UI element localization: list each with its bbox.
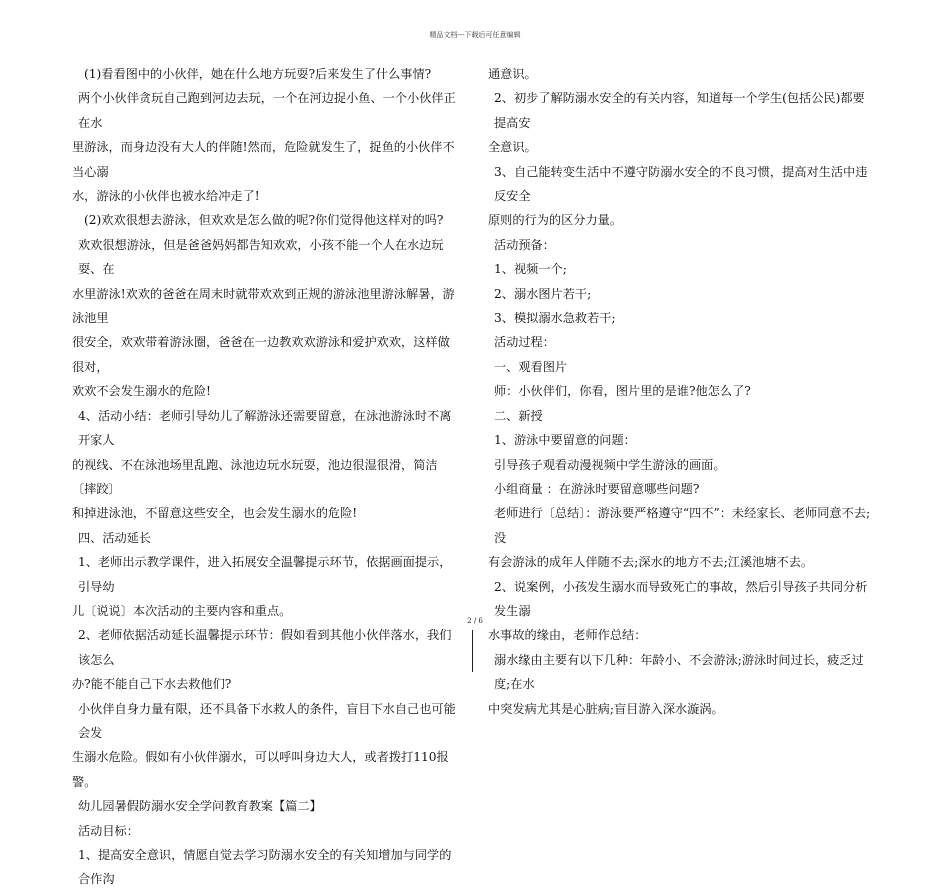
text-line: 欢欢不会发生溺水的危险! xyxy=(72,384,211,399)
page-divider xyxy=(472,630,473,672)
text-line: 4、活动小结：老师引导幼儿了解游泳还需要留意，在泳池游泳时不离开家人 xyxy=(78,408,452,448)
text-line: 一、观看图片 xyxy=(494,359,568,374)
text-line: 活动预备： xyxy=(494,237,555,252)
text-line: 引导孩子观看动漫视频中学生游泳的画面。 xyxy=(494,457,726,472)
text-line: 3、模拟溺水急救若干; xyxy=(494,311,616,326)
left-text-column xyxy=(72,62,457,892)
page-header: 精品文档---下载后可任意编辑 xyxy=(429,31,521,39)
text-line: 活动过程： xyxy=(494,335,555,350)
text-line: 1、游泳中要留意的问题： xyxy=(494,433,636,448)
text-line: 2、老师依据活动延长温馨提示环节：假如看到其他小伙伴落水，我们该怎么 xyxy=(78,628,452,667)
page-number: 2 / 6 xyxy=(467,617,483,625)
text-line: 2、溺水图片若干; xyxy=(494,286,592,301)
text-line: 2、说案例，小孩发生溺水而导致死亡的事故，然后引导孩子共同分析发生溺 xyxy=(494,579,868,618)
text-line: 中突发病尤其是心脏病;盲目游入深水漩涡。 xyxy=(488,701,724,716)
text-line: 儿〔说说〕本次活动的主要内容和重点。 xyxy=(72,603,292,618)
text-line: 小伙伴自身力量有限，还不具备下水救人的条件，盲目下水自己也可能会发 xyxy=(78,701,456,740)
text-line: 里游泳，而身边没有大人的伴随!然而，危险就发生了，捉鱼的小伙伴不当心溺 xyxy=(72,140,455,179)
text-line: 1、提高安全意识，情愿自觉去学习防溺水安全的有关知增加与同学的合作沟 xyxy=(78,848,452,887)
text-line: 欢欢很想游泳，但是爸爸妈妈都告知欢欢，小孩不能一个人在水边玩耍、在 xyxy=(78,237,444,277)
text-line: 生溺水危险。假如有小伙伴溺水，可以呼叫身边大人，或者拨打110报警。 xyxy=(72,750,449,789)
text-line: 水，游泳的小伙伴也被水给冲走了! xyxy=(72,189,260,204)
text-line: 溺水缘由主要有以下几种：年龄小、不会游泳;游泳时间过长，疲乏过度;在水 xyxy=(494,652,864,692)
text-line: 有会游泳的成年人伴随不去;深水的地方不去;江溪池塘不去。 xyxy=(488,555,814,570)
text-line: 通意识。 xyxy=(488,67,537,81)
text-line: (2)欢欢很想去游泳，但欢欢是怎么做的呢?你们觉得他这样对的吗? xyxy=(84,213,444,228)
text-line: 小组商量 ：在游泳时要留意哪些问题? xyxy=(494,481,700,496)
text-line: 1、老师出示教学课件，进入拓展安全温馨提示环节，依据画面提示，引导幼 xyxy=(78,555,452,594)
text-line: 原则的行为的区分力量。 xyxy=(488,213,623,228)
text-line: 水里游泳!欢欢的爸爸在周末时就带欢欢到正规的游泳池里游泳解暑，游泳池里 xyxy=(72,286,455,326)
text-line: 和掉进泳池，不留意这些安全，也会发生溺水的危险! xyxy=(72,506,358,521)
text-line: 3、自己能转变生活中不遵守防溺水安全的不良习惯，提高对生活中违反安全 xyxy=(494,164,868,204)
text-line: 办?能不能自己下水去救他们? xyxy=(72,677,232,692)
text-line: 四、活动延长 xyxy=(78,530,152,545)
text-line: 老师进行〔总结〕：游泳要严格遵守“四不”：未经家长、老师同意不去;没 xyxy=(494,506,871,545)
text-line: 二、新授 xyxy=(494,408,543,423)
text-line: 2、初步了解防溺水安全的有关内容，知道每一个学生(包括公民)都要提高安 xyxy=(494,91,865,130)
text-line: 很安全，欢欢带着游泳圈，爸爸在一边教欢欢游泳和爱护欢欢，这样做很对， xyxy=(72,335,450,374)
text-line: 全意识。 xyxy=(488,140,537,155)
text-line: (1)看看图中的小伙伴，她在什么地方玩耍?后来发生了什么事情? xyxy=(84,67,432,81)
text-line: 幼儿园暑假防溺水安全学问教育教案【篇二】 xyxy=(78,799,322,814)
text-line: 两个小伙伴贪玩自己跑到河边去玩，一个在河边捉小鱼、一个小伙伴正在水 xyxy=(78,91,456,130)
text-line: 师：小伙伴们，你看，图片里的是谁?他怎么了? xyxy=(494,384,751,399)
text-line: 1、视频一个; xyxy=(494,262,567,277)
text-line: 水事故的缘由，老师作总结： xyxy=(488,628,647,643)
text-line: 活动目标： xyxy=(78,823,139,838)
text-line: 的视线、不在泳池场里乱跑、泳池边玩水玩耍，池边很湿很滑，简洁〔摔跤〕 xyxy=(72,457,438,496)
